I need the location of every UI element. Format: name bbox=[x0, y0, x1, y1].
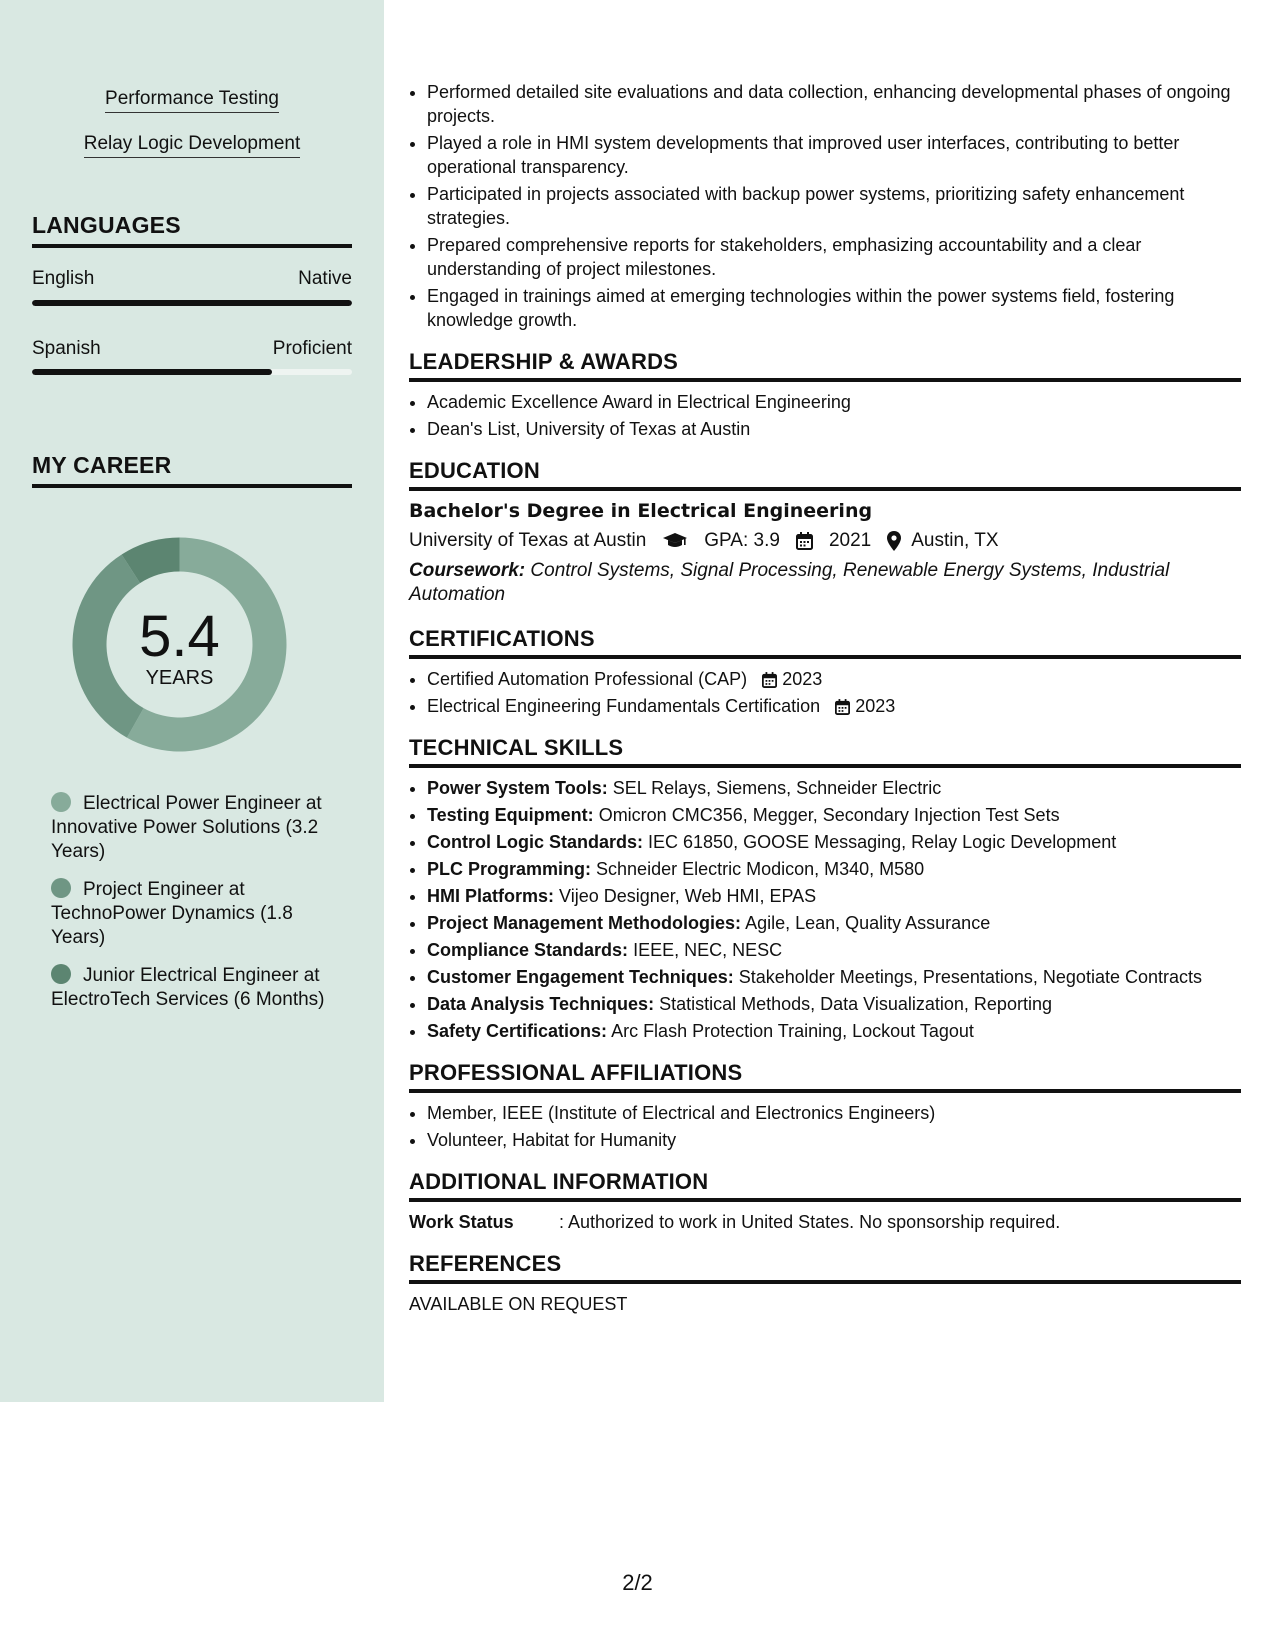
list-item: • Testing Equipment: Omicron CMC356, Megger, Secondary Injection Test Sets bbox=[427, 803, 1241, 827]
career-dot-icon bbox=[51, 964, 71, 984]
gpa: GPA: 3.9 bbox=[704, 530, 780, 551]
work-status-value: : Authorized to work in United States. No sponsorship required. bbox=[559, 1212, 1061, 1232]
degree-title: Bachelor's Degree in Electrical Engineering bbox=[409, 500, 873, 522]
coursework bbox=[409, 559, 1241, 607]
language-level: Native bbox=[298, 268, 352, 289]
leadership-heading: LEADERSHIP & AWARDS bbox=[409, 350, 1241, 382]
list-item: • Certified Automation Professional (CAP) 2023 bbox=[427, 667, 1241, 691]
list-item: • Volunteer, Habitat for Humanity bbox=[427, 1128, 1241, 1152]
language-bar bbox=[32, 369, 352, 375]
list-item: • Dean's List, University of Texas at Austin bbox=[427, 417, 1241, 441]
main-content bbox=[409, 80, 1241, 1316]
career-total: 5.4 bbox=[139, 604, 220, 669]
career-donut bbox=[66, 531, 293, 758]
list-item: • Participated in projects associated with backup power systems, prioritizing safety enhancement strategies. bbox=[427, 182, 1241, 230]
school-name: University of Texas at Austin bbox=[409, 530, 647, 551]
affiliations-list bbox=[409, 1101, 1241, 1152]
list-item: • Compliance Standards: IEEE, NEC, NESC bbox=[427, 938, 1241, 962]
technical-skills-heading: TECHNICAL SKILLS bbox=[409, 736, 1241, 768]
language-level: Proficient bbox=[272, 338, 352, 359]
list-item: • Data Analysis Techniques: Statistical Methods, Data Visualization, Reporting bbox=[427, 992, 1241, 1016]
certifications-list bbox=[409, 667, 1241, 718]
list-item: • Electrical Engineering Fundamentals Certification 2023 bbox=[427, 694, 1241, 718]
list-item: • Control Logic Standards: IEC 61850, GOOSE Messaging, Relay Logic Development bbox=[427, 830, 1241, 854]
references-heading: REFERENCES bbox=[409, 1252, 1241, 1284]
coursework-text: Control Systems, Signal Processing, Renewable Energy Systems, Industrial Automation bbox=[409, 560, 1170, 605]
list-item: • Academic Excellence Award in Electrical Engineering bbox=[427, 390, 1241, 414]
location-pin-icon bbox=[887, 531, 901, 551]
list-item: • Safety Certifications: Arc Flash Protection Training, Lockout Tagout bbox=[427, 1019, 1241, 1043]
calendar-icon bbox=[762, 672, 777, 688]
education-heading: EDUCATION bbox=[409, 459, 1241, 491]
language-bar-fill bbox=[32, 300, 352, 306]
list-item: • Project Management Methodologies: Agile, Lean, Quality Assurance bbox=[427, 911, 1241, 935]
work-status-label: Work Status bbox=[409, 1212, 514, 1232]
list-item: • Played a role in HMI system developments that improved user interfaces, contributing to better operational transparency. bbox=[427, 131, 1241, 179]
language-row bbox=[32, 268, 352, 290]
language-bar bbox=[32, 300, 352, 306]
list-item: • PLC Programming: Schneider Electric Modicon, M340, M580 bbox=[427, 857, 1241, 881]
list-item: • Prepared comprehensive reports for stakeholders, emphasizing accountability and a clear understanding of project milestones. bbox=[427, 233, 1241, 281]
coursework-label: Coursework: bbox=[409, 560, 526, 581]
career-item: Electrical Power Engineer at Innovative Power Solutions (3.2 Years) bbox=[51, 793, 322, 862]
list-item: • Customer Engagement Techniques: Stakeholder Meetings, Presentations, Negotiate Contracts bbox=[427, 965, 1241, 989]
career-item: Project Engineer at TechnoPower Dynamics (1.8 Years) bbox=[51, 879, 293, 948]
leadership-list bbox=[409, 390, 1241, 441]
calendar-icon bbox=[835, 699, 850, 715]
list-item: • Member, IEEE (Institute of Electrical and Electronics Engineers) bbox=[427, 1101, 1241, 1125]
list-item: • Engaged in trainings aimed at emerging technologies within the power systems field, fostering knowledge growth. bbox=[427, 284, 1241, 332]
career-unit: YEARS bbox=[145, 667, 214, 689]
list-item: • HMI Platforms: Vijeo Designer, Web HMI, EPAS bbox=[427, 884, 1241, 908]
calendar-icon bbox=[796, 532, 813, 550]
career-item: Junior Electrical Engineer at ElectroTech Services (6 Months) bbox=[51, 965, 325, 1010]
additional-info-heading: ADDITIONAL INFORMATION bbox=[409, 1170, 1241, 1202]
skill-link[interactable]: Performance Testing bbox=[0, 88, 384, 110]
career-dot-icon bbox=[51, 792, 71, 812]
experience-bullets bbox=[409, 80, 1241, 332]
language-row bbox=[32, 338, 352, 360]
technical-skills-list bbox=[409, 776, 1241, 1043]
education-location: Austin, TX bbox=[911, 530, 999, 551]
language-name: Spanish bbox=[32, 338, 101, 359]
graduation-year: 2021 bbox=[828, 530, 872, 551]
career-heading: MY CAREER bbox=[32, 452, 352, 488]
education-details bbox=[409, 529, 1241, 553]
skill-link[interactable]: Relay Logic Development bbox=[0, 133, 384, 155]
graduation-cap-icon bbox=[662, 532, 688, 550]
list-item: • Power System Tools: SEL Relays, Siemens, Schneider Electric bbox=[427, 776, 1241, 800]
certifications-heading: CERTIFICATIONS bbox=[409, 627, 1241, 659]
languages-heading: LANGUAGES bbox=[32, 212, 352, 248]
sidebar bbox=[0, 0, 384, 1402]
work-status-row bbox=[409, 1210, 1241, 1234]
language-bar-fill bbox=[32, 369, 272, 375]
references-text: AVAILABLE ON REQUEST bbox=[409, 1294, 628, 1314]
list-item: • Performed detailed site evaluations and data collection, enhancing developmental phases of ongoing projects. bbox=[427, 80, 1241, 128]
page-number: 2/2 bbox=[622, 1570, 653, 1595]
affiliations-heading: PROFESSIONAL AFFILIATIONS bbox=[409, 1061, 1241, 1093]
language-name: English bbox=[32, 268, 95, 289]
career-dot-icon bbox=[51, 878, 71, 898]
